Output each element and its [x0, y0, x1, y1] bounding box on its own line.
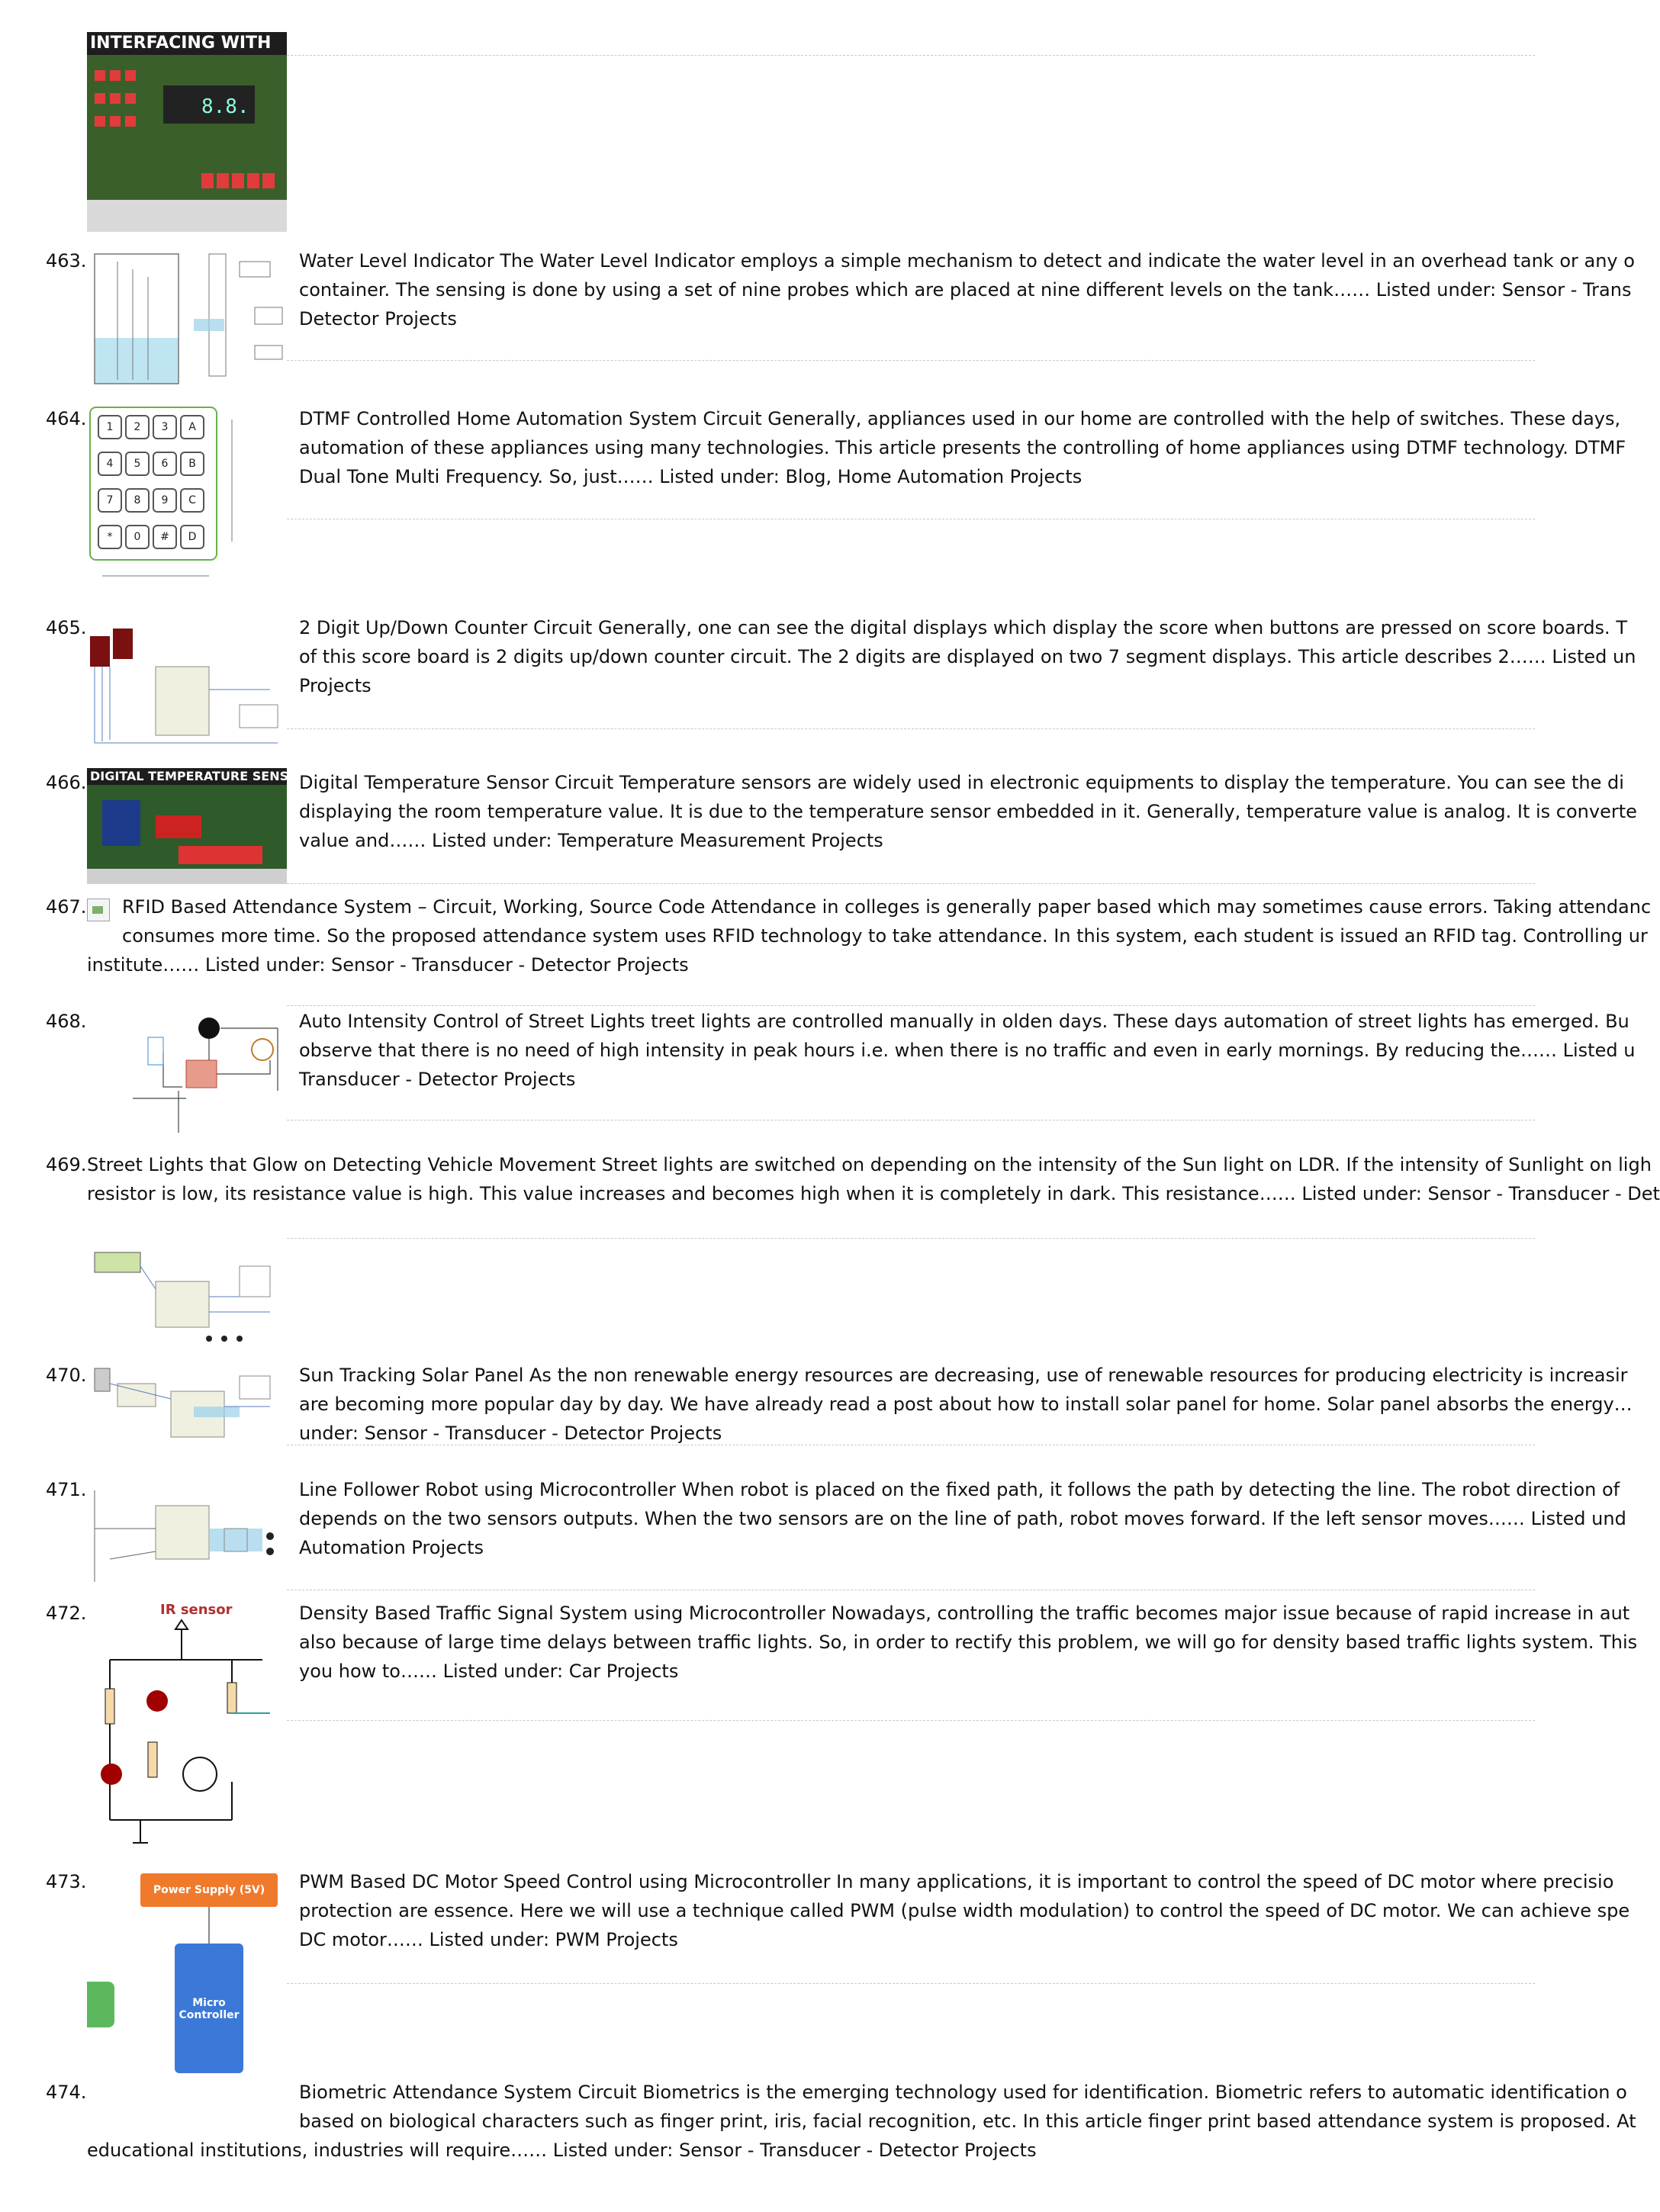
thumbnail-title: INTERFACING WITH — [87, 32, 287, 55]
item-title[interactable]: Auto Intensity Control of Street Lights — [299, 1011, 645, 1032]
thumbnail-line-follower[interactable] — [87, 1475, 287, 1590]
divider — [287, 1720, 1535, 1721]
schematic-image — [87, 613, 287, 752]
item-excerpt: Digital Temperature Sensor Circuit Temperature sensors are widely used in electronic equipments to display the temperature. You can see the di displaying the room temperature value. It is due to the temperature sensor embedded in it. Generally, temperature value is analog. It is converte value and…… Listed under: Temperature Measurement Projects — [299, 772, 1637, 851]
schematic-image — [87, 1361, 287, 1446]
item-title[interactable]: Biometric Attendance System Circuit — [299, 2082, 637, 2103]
thumbnail-pwm[interactable] — [87, 1867, 287, 2067]
dtmf-keypad-image — [87, 404, 287, 601]
item-title[interactable]: RFID Based Attendance System – Circuit, Working, Source Code — [122, 896, 706, 918]
pcb-image — [87, 55, 287, 232]
broken-image-icon[interactable] — [87, 899, 110, 921]
thumbnail-title: DIGITAL TEMPERATURE SENSOR — [87, 768, 287, 785]
svg-text:8.8.: 8.8. — [201, 95, 249, 118]
power-supply-block: Power Supply (5V) — [140, 1873, 278, 1907]
item-title[interactable]: Water Level Indicator — [299, 250, 494, 272]
item-excerpt: Street Lights that Glow on Detecting Vehicle Movement Street lights are switched on depending on the intensity of the Sun light on LDR. If the intensity of Sunlight on ligh resistor is low, its resistance value is high. This value increases and becomes high when it is completely in dark. This resistance…… Listed under: Sensor - Transducer - Det — [87, 1154, 1660, 1204]
schematic-image — [87, 1007, 287, 1143]
item-excerpt: RFID Based Attendance System – Circuit, Working, Source Code Attendance in colleges is generally paper based which may sometimes cause errors. Taking attendanc consumes more time. So the proposed attendance system uses RFID technology to take attendance. In this system, each student is issued an RFID tag. Controlling ur — [122, 896, 1652, 947]
item-title[interactable]: Line Follower Robot using Microcontroller — [299, 1479, 676, 1500]
thumbnail-counter[interactable] — [87, 613, 287, 752]
micro-controller-block: Micro Controller — [175, 1944, 243, 2073]
schematic-image — [87, 1475, 287, 1590]
divider — [287, 1238, 1535, 1239]
block-green — [87, 1982, 114, 2027]
item-title[interactable]: 2 Digit Up/Down Counter Circuit — [299, 617, 593, 638]
schematic-image — [87, 1599, 287, 1858]
item-number: 474. — [46, 2082, 87, 2103]
divider — [287, 883, 1535, 884]
pcb-image — [87, 785, 287, 884]
item-number: 464. — [46, 408, 87, 429]
item-title[interactable]: Street Lights that Glow on Detecting Vehicle Movement — [87, 1154, 597, 1175]
thumbnail-vehicle-street-lights[interactable] — [87, 1243, 287, 1342]
thumbnail-interfacing[interactable] — [87, 32, 287, 232]
item-excerpt: Line Follower Robot using Microcontroller When robot is placed on the fixed path, it follows the path by detecting the line. The robot direction of depends on the two sensors outputs. When the two sensors are on the line of path, robot moves forward. If the left sensor moves…… Listed und Automation Projects — [299, 1479, 1626, 1558]
divider — [287, 1005, 1535, 1006]
item-number: 469. — [46, 1154, 87, 1175]
item-number: 467. — [46, 896, 87, 918]
item-excerpt: Density Based Traffic Signal System using Microcontroller Nowadays, controlling the traffic becomes major issue because of rapid increase in aut also because of large time delays between traffic lights. So, in order to rectify this problem, we will go for density based traffic lights system. This you how to…… Listed under: Car Projects — [299, 1603, 1638, 1682]
thumbnail-water-level[interactable] — [87, 246, 287, 390]
thumbnail-ir-sensor[interactable] — [87, 1599, 287, 1858]
thumbnail-street-lights[interactable] — [87, 1007, 287, 1143]
item-number: 463. — [46, 250, 87, 272]
item-excerpt-cont: institute…… Listed under: Sensor - Transducer - Detector Projects — [87, 954, 689, 976]
divider — [287, 728, 1535, 729]
divider — [287, 360, 1535, 361]
item-number: 465. — [46, 617, 87, 638]
item-excerpt: Water Level Indicator The Water Level Indicator employs a simple mechanism to detect and indicate the water level in an overhead tank or any o container. The sensing is done by using a set of nine probes which are placed at nine different levels on the tank…… Listed under: Sensor - Trans Detector Projects — [299, 250, 1635, 330]
item-title[interactable]: Sun Tracking Solar Panel — [299, 1365, 524, 1386]
item-excerpt: Auto Intensity Control of Street Lights treet lights are controlled manually in olden days. These days automation of street lights has emerged. Bu observe that there is no need of high intensity in peak hours i.e. when there is no traffic and even in early mornings. By reducing the…… Listed u Transducer - Detector Projects — [299, 1011, 1636, 1090]
item-excerpt: 2 Digit Up/Down Counter Circuit Generally, one can see the digital displays which display the score when buttons are pressed on score boards. T of this score board is 2 digits up/down counter circuit. The 2 digits are displayed on two 7 segment displays. This article describes 2…… Listed un Projects — [299, 617, 1636, 696]
item-excerpt: Sun Tracking Solar Panel As the non renewable energy resources are decreasing, use of renewable resources for producing electricity is increasir are becoming more popular day by day. We have already read a post about how to install solar panel for home. Solar panel absorbs the energy… under: Sensor - Transducer - Detector Projects — [299, 1365, 1633, 1444]
item-title[interactable]: Density Based Traffic Signal System using Microcontroller — [299, 1603, 825, 1624]
thumbnail-dtmf[interactable]: 1 2 3 A 4 5 6 B 7 8 9 C * 0 # D — [87, 404, 287, 601]
thumbnail-title: IR sensor — [160, 1602, 233, 1618]
item-title[interactable]: Digital Temperature Sensor Circuit — [299, 772, 614, 793]
item-number: 471. — [46, 1479, 87, 1500]
item-number: 473. — [46, 1871, 87, 1892]
item-title[interactable]: PWM Based DC Motor Speed Control using Microcontroller — [299, 1871, 831, 1892]
thumbnail-solar-panel[interactable] — [87, 1361, 287, 1446]
item-number: 472. — [46, 1603, 87, 1624]
schematic-image — [87, 246, 287, 390]
item-excerpt: DTMF Controlled Home Automation System Circuit Generally, appliances used in our home are controlled with the help of switches. These days, automation of these appliances using many technologies. This article presents the controlling of home appliances using DTMF technology. DTMF Dual Tone Multi Frequency. So, just…… Listed under: Blog, Home Automation Projects — [299, 408, 1626, 487]
schematic-image — [87, 1243, 287, 1342]
item-excerpt: Biometric Attendance System Circuit Biometrics is the emerging technology used for identification. Biometric refers to automatic identification o based on biological characters such as finger print, iris, facial recognition, etc. In this article finger print based attendance system is proposed. At — [299, 2082, 1636, 2132]
item-excerpt-cont: educational institutions, industries will require…… Listed under: Sensor - Transducer - Detector Projects — [87, 2140, 1037, 2161]
divider — [287, 1983, 1535, 1984]
item-number: 466. — [46, 772, 87, 793]
item-number: 468. — [46, 1011, 87, 1032]
divider — [287, 55, 1535, 56]
item-number: 470. — [46, 1365, 87, 1386]
item-excerpt: PWM Based DC Motor Speed Control using Microcontroller In many applications, it is important to control the speed of DC motor where precisio protection are essence. Here we will use a technique called PWM (pulse width modulation) to control the speed of DC motor. We can achieve spe DC motor…… Listed under: PWM Projects — [299, 1871, 1630, 1950]
thumbnail-temperature[interactable] — [87, 768, 309, 884]
item-title[interactable]: DTMF Controlled Home Automation System Circuit — [299, 408, 762, 429]
